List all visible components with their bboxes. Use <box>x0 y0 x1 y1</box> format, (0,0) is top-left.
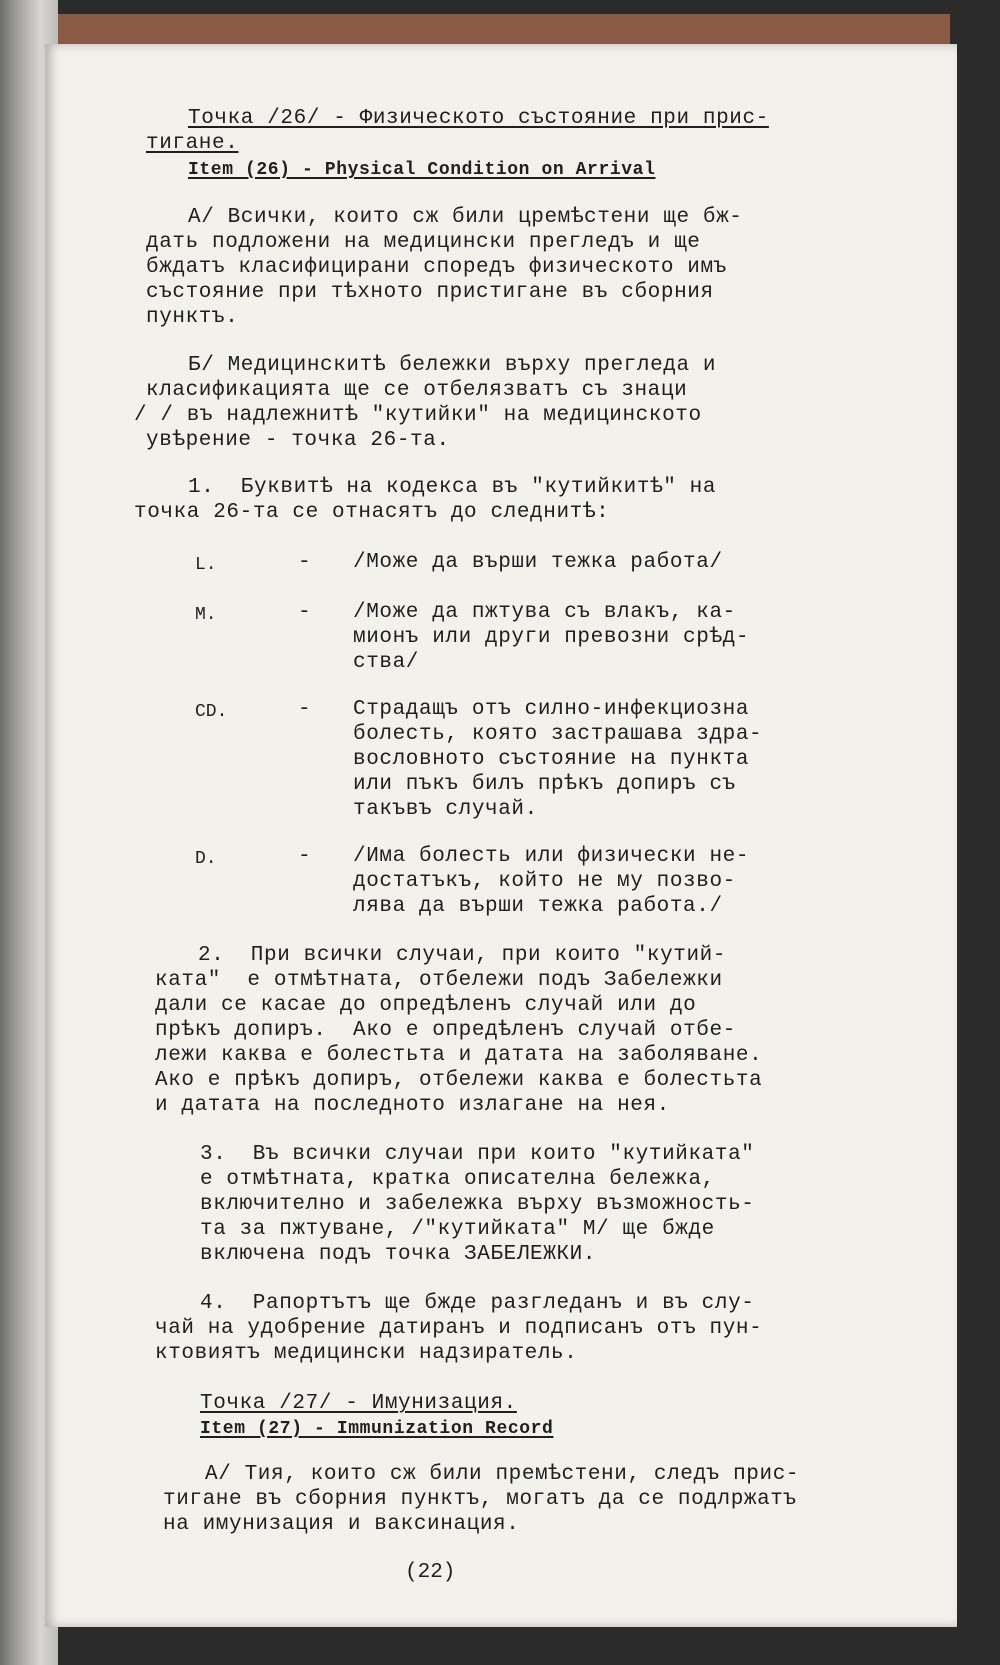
point-1-line: точка 26-та се отнасятъ до следнитѣ: <box>134 501 610 524</box>
paragraph-a-line: пунктъ. <box>146 306 239 329</box>
section-heading-26-cont: тигане. <box>146 132 239 155</box>
section-heading-27-en: Item (27) - Immunization Record <box>200 1419 554 1439</box>
paragraph-b-line: увѣрение - точка 26-та. <box>146 429 450 452</box>
point-3-line: та за пжтуване, /"кутийката" М/ ще бжде <box>200 1218 715 1241</box>
point-3-line: е отмѣтната, кратка описателна бележка, <box>200 1168 715 1191</box>
code-description-line: такъвъ случай. <box>353 798 538 821</box>
section-heading-27: Точка /27/ - Имунизация. <box>200 1392 517 1415</box>
code-description-line: лява да върши тежка работа./ <box>353 895 723 918</box>
paragraph-27-line: тигане въ сборния пунктъ, могатъ да се подлржатъ <box>163 1488 797 1511</box>
code-description-line: болесть, която застрашава здра- <box>353 723 763 746</box>
code-description-line: /Може да върши тежка работа/ <box>353 551 723 574</box>
paragraph-27-line: на имунизация и ваксинация. <box>163 1513 520 1536</box>
paragraph-a-line: състояние при тѣхното пристигане въ сборния <box>146 281 714 304</box>
paragraph-a-line: бждатъ класифицирани споредъ физическото имъ <box>146 256 727 279</box>
code-dash: - <box>298 601 311 624</box>
code-description-line: Страдащъ отъ силно-инфекциозна <box>353 698 750 721</box>
code-letter: CD. <box>195 702 228 722</box>
code-description-line: мионъ или други превозни срѣд- <box>353 626 750 649</box>
point-4-line: ктовиятъ медицински надзиратель. <box>155 1342 578 1365</box>
code-dash: - <box>298 845 311 868</box>
code-letter: L. <box>195 555 217 575</box>
point-2-line: прѣкъ допиръ. Ако е опредѣленъ случай отбе- <box>155 1019 736 1042</box>
code-letter: D. <box>195 849 217 869</box>
code-description-line: вословното състояние на пункта <box>353 748 750 771</box>
paragraph-b-line: / / въ надлежнитѣ "кутийки" на медицинското <box>134 404 702 427</box>
code-description-line: достатъкъ, който не му позво- <box>353 870 736 893</box>
point-4-line: чай на удобрение датиранъ и подписанъ отъ пун- <box>155 1317 763 1340</box>
book-top-edge <box>0 14 950 46</box>
point-2-line: ката" е отмѣтната, отбележи подъ Забележки <box>155 969 723 992</box>
point-3-line: 3. Въ всички случаи при които "кутийката" <box>200 1143 755 1166</box>
paragraph-a-line: дать подложени на медицински прегледъ и ще <box>146 231 701 254</box>
code-description-line: или пъкъ билъ прѣкъ допиръ съ <box>353 773 736 796</box>
point-3-line: включително и забележка върху възможность- <box>200 1193 755 1216</box>
code-description-line: ства/ <box>353 651 420 674</box>
code-dash: - <box>298 698 311 721</box>
point-2-line: дали се касае до опредѣленъ случай или до <box>155 994 697 1017</box>
document-text <box>45 44 957 1627</box>
code-description-line: /Може да пжтува съ влакъ, ка- <box>353 601 736 624</box>
point-4-line: 4. Рапортътъ ще бжде разгледанъ и въ слу- <box>200 1292 755 1315</box>
section-heading-26: Точка /26/ - Физическото състояние при прис- <box>188 107 769 130</box>
paragraph-b-line: класификацията ще се отбелязватъ съ знаци <box>146 379 688 402</box>
point-2-line: и датата на последното излагане на нея. <box>155 1094 670 1117</box>
code-letter: M. <box>195 605 217 625</box>
point-2-line: лежи каква е болестьта и датата на заболяване. <box>155 1044 763 1067</box>
paragraph-a-line: А/ Всички, които сж били цремѣстени ще бж- <box>188 206 743 229</box>
section-heading-26-en: Item (26) - Physical Condition on Arrival <box>188 160 656 180</box>
paragraph-27-line: А/ Тия, които сж били премѣстени, следъ прис- <box>205 1463 800 1486</box>
code-dash: - <box>298 551 311 574</box>
point-2-line: 2. При всички случаи, при които "кутий- <box>198 944 727 967</box>
code-description-line: /Има болесть или физически не- <box>353 845 750 868</box>
point-1-line: 1. Буквитѣ на кодекса въ "кутийкитѣ" на <box>188 476 717 499</box>
point-2-line: Ако е прѣкъ допиръ, отбележи каква е болестьта <box>155 1069 763 1092</box>
page-number: (22) <box>405 1561 456 1584</box>
point-3-line: включена подъ точка ЗАБЕЛЕЖКИ. <box>200 1243 597 1266</box>
paragraph-b-line: Б/ Медицинскитѣ бележки върху прегледа и <box>188 354 717 377</box>
document-page <box>45 44 957 1627</box>
